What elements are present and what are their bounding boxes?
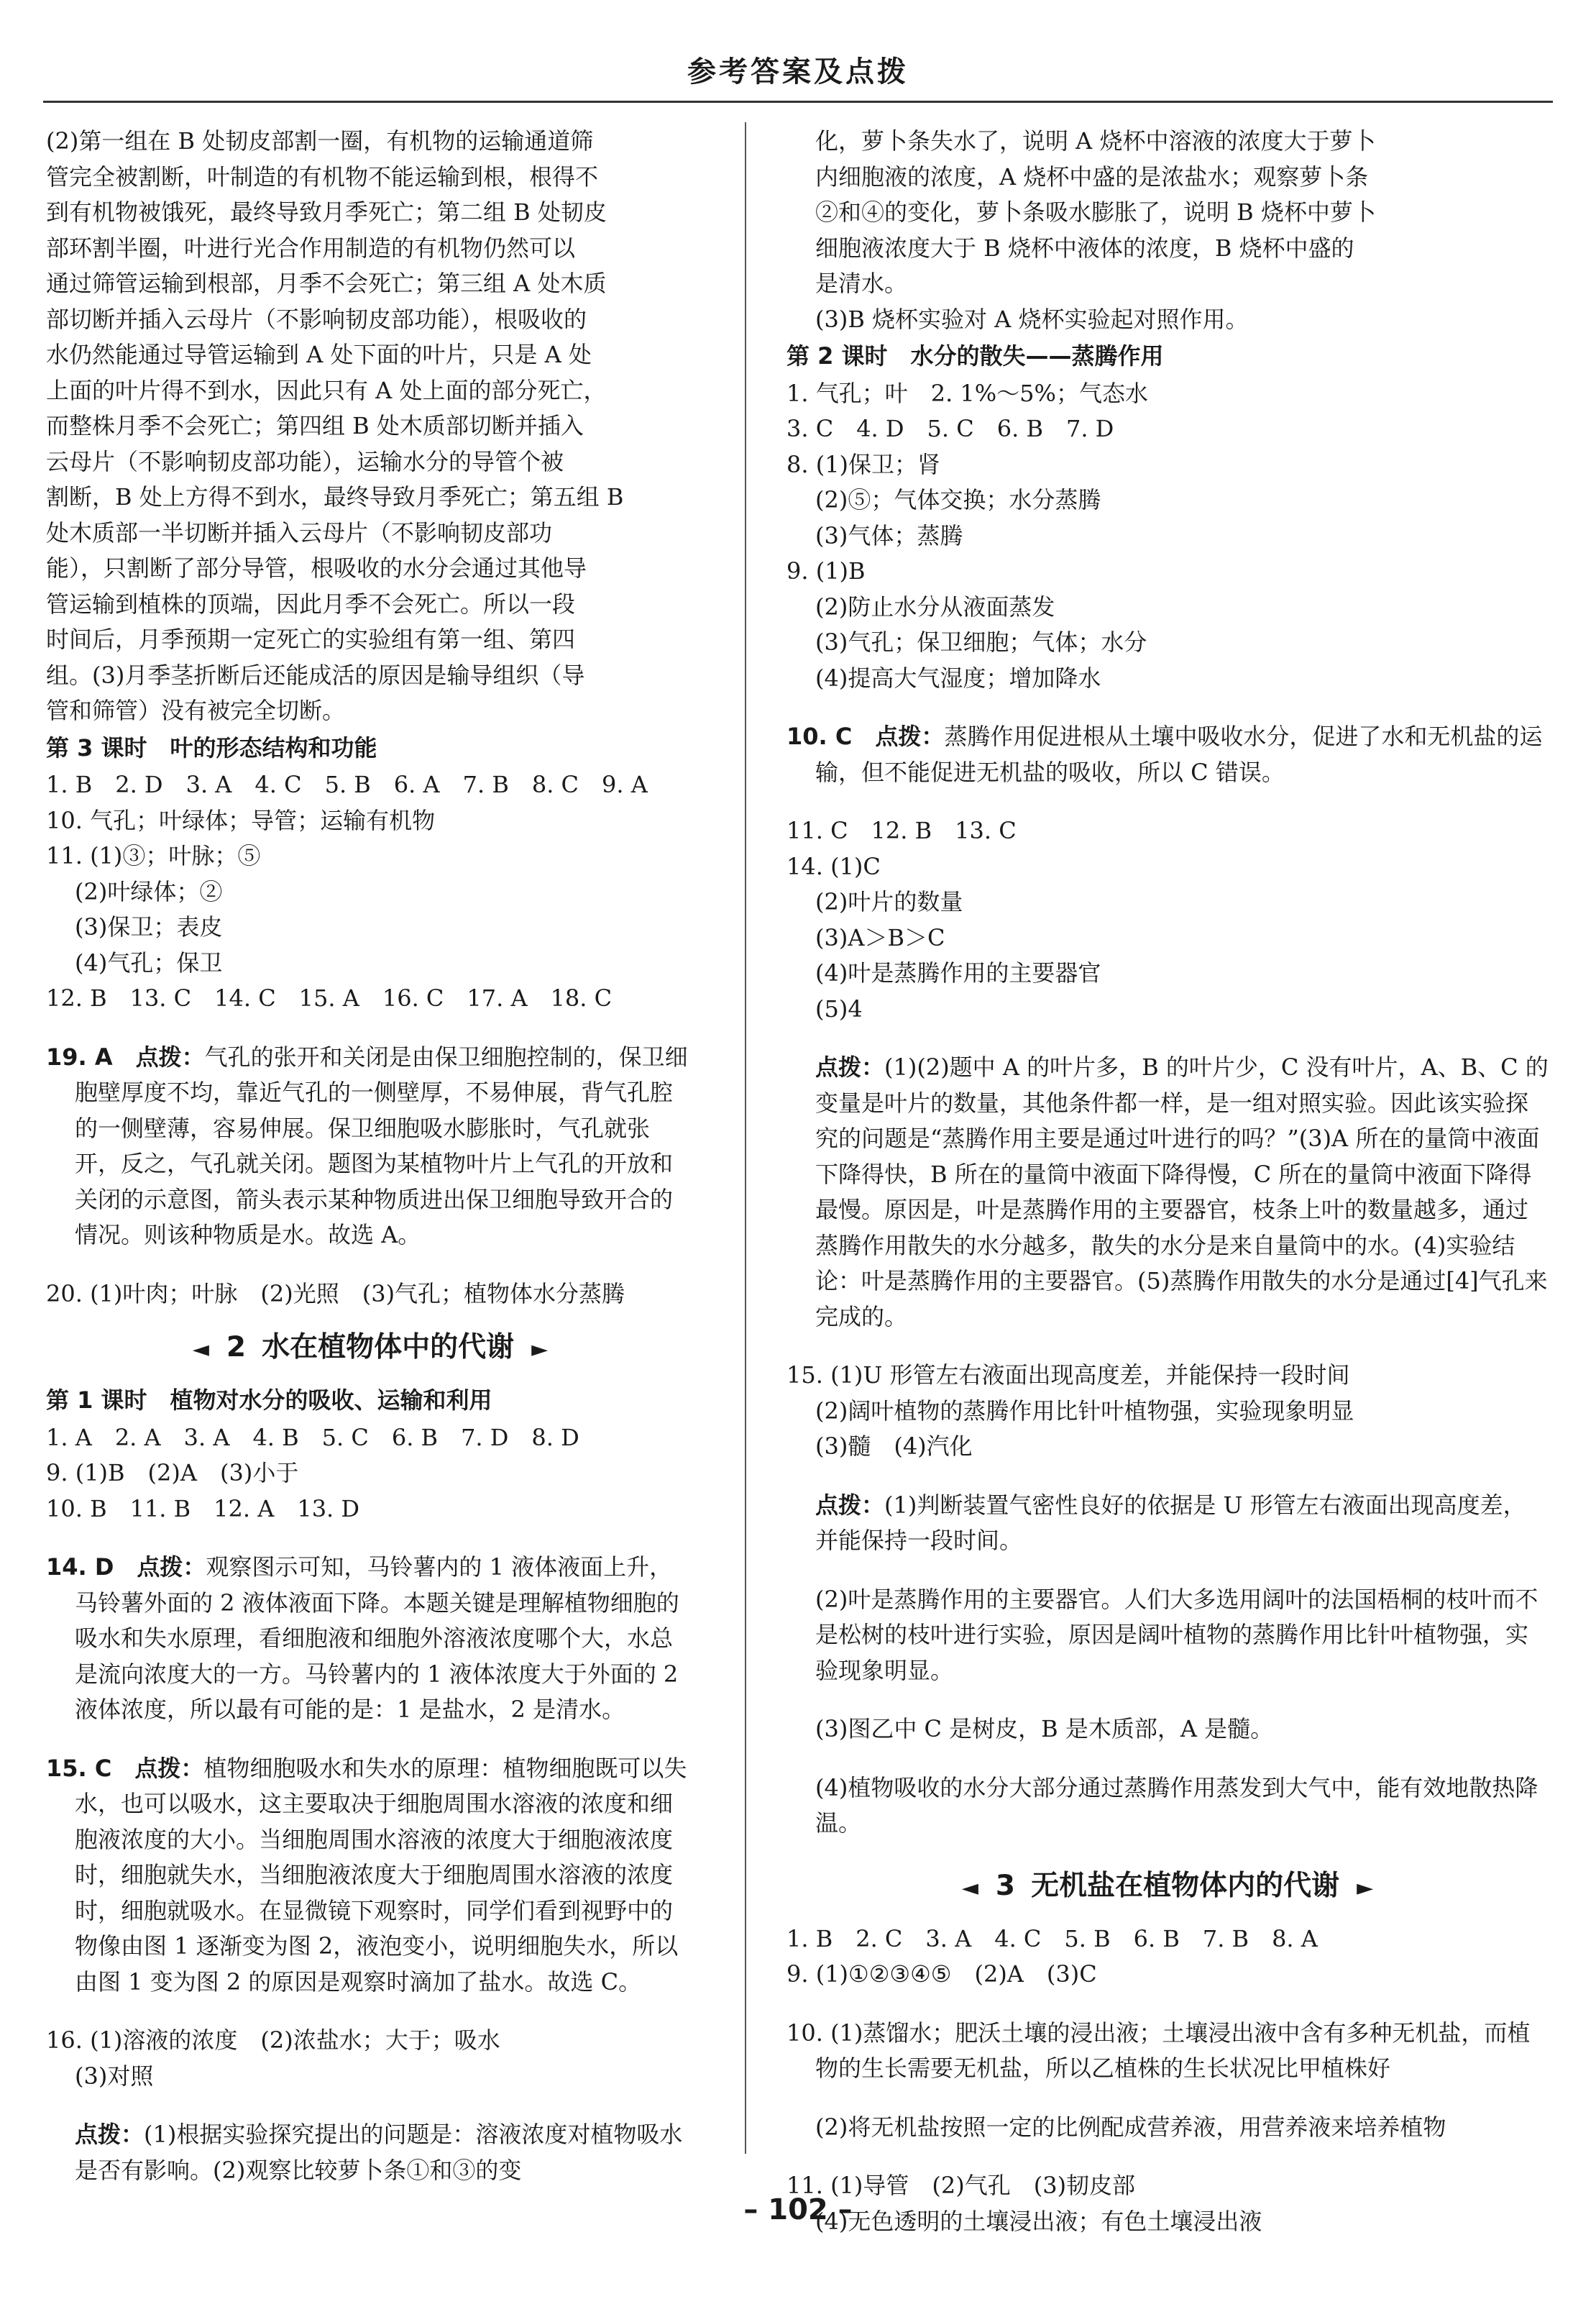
- answer-line: (2)阔叶植物的蒸腾作用比针叶植物强，实验现象明显: [815, 1397, 1354, 1425]
- text-line: 组。(3)月季茎折断后还能成活的原因是输导组织（导: [46, 661, 585, 689]
- text-line: 水仍然能通过导管运输到 A 处下面的叶片，只是 A 处: [46, 341, 592, 368]
- text-line: 能），只割断了部分导管，根吸收的水分会通过其他导: [46, 554, 587, 582]
- explanation-text: 观察图示可知，马铃薯内的 1 液体液面上升，马铃薯外面的 2 液体液面下降。本题关键是理解植物细胞的吸水和失水原理，看细胞液和细胞外溶液浓度哪个大，水总是流向浓度大的一方。马铃薯内的 1 液体浓度大于外面的 2 液体浓度，所以最有可能的是：1 是盐水，2 是清水。: [75, 1553, 679, 1723]
- explanation-text: 蒸腾作用促进根从土壤中吸收水分，促进了水和无机盐的运输，但不能促进无机盐的吸收，所以 C 错误。: [815, 723, 1543, 786]
- answer-line: 9. (1)B (2)A (3)小于: [46, 1459, 299, 1486]
- answer-line: (2)防止水分从液面蒸发: [815, 593, 1055, 621]
- answer-line: 10. 气孔；叶绿体；导管；运输有机物: [46, 806, 436, 834]
- answer-explanation: (2)将无机盐按照一定的比例配成营养液，用营养液来培养植物: [815, 2113, 1446, 2141]
- answer-explanation: (2)叶是蒸腾作用的主要器官。人们大多选用阔叶的法国梧桐的枝叶而不是松树的枝叶进行实验，原因是阔叶植物的蒸腾作用比针叶植物强，实验现象明显。: [815, 1585, 1538, 1684]
- answer-line: 9. (1)B: [786, 557, 866, 585]
- section-title: 无机盐在植物体内的代谢: [1031, 1869, 1340, 1902]
- answer-line: (2)叶片的数量: [815, 888, 963, 915]
- text-line: 上面的叶片得不到水，因此只有 A 处上面的部分死亡，: [46, 376, 607, 404]
- page-number: – 102 –: [743, 2193, 853, 2226]
- text-line: 化，萝卜条失水了，说明 A 烧杯中溶液的浓度大于萝卜: [815, 127, 1376, 155]
- answer-line: (3)对照: [75, 2062, 154, 2090]
- answer-explanation: [786, 1050, 1549, 1335]
- answer-line: (3)髓 (4)汽化: [815, 1432, 973, 1460]
- answer-explanation: [786, 1488, 1549, 1559]
- answer-line: (3)气孔；保卫细胞；气体；水分: [815, 629, 1147, 656]
- answer-line: 15. (1)U 形管左右液面出现高度差，并能保持一段时间: [786, 1361, 1350, 1389]
- header-title: 参考答案及点拨: [687, 55, 909, 88]
- answer-line: (2)⑤；气体交换；水分蒸腾: [815, 486, 1101, 513]
- answer-line: (3)A＞B＞C: [815, 923, 945, 951]
- text-line: 而整株月季不会死亡；第四组 B 处木质部切断并插入: [46, 412, 584, 439]
- answer-explanation: [46, 1751, 694, 2001]
- answer-label: 点拨：: [75, 2121, 145, 2148]
- text-line: ②和④的变化，萝卜条吸水膨胀了，说明 B 烧杯中萝卜: [815, 198, 1376, 226]
- explanation-text: (1)根据实验探究提出的问题是：溶液浓度对植物吸水是否有影响。(2)观察比较萝卜条①和③的变: [75, 2121, 683, 2184]
- answer-explanation: (3)图乙中 C 是树皮，B 是木质部，A 是髓。: [815, 1715, 1274, 1742]
- answer-explanation: [46, 1550, 694, 1728]
- answer-explanation: (4)植物吸收的水分大部分通过蒸腾作用蒸发到大气中，能有效地散热降温。: [815, 1773, 1538, 1837]
- text-line: 管和筛管）没有被完全切断。: [46, 697, 346, 724]
- triangle-left-icon: ◄: [192, 1337, 209, 1362]
- answer-line: 11. (1)③；叶脉；⑤: [46, 842, 261, 869]
- answer-label: 14. D 点拨：: [46, 1553, 206, 1581]
- answer-line: (3)气体；蒸腾: [815, 521, 963, 549]
- answer-label: 点拨：: [815, 1491, 885, 1519]
- answer-line: (4)叶是蒸腾作用的主要器官: [815, 959, 1101, 987]
- text-line: 部切断并插入云母片（不影响韧皮部功能），根吸收的: [46, 305, 587, 333]
- text-line: 割断，B 处上方得不到水，最终导致月季死亡；第五组 B: [46, 483, 624, 511]
- explanation-text: (1)(2)题中 A 的叶片多，B 的叶片少，C 没有叶片，A、B、C 的变量是叶片的数量，其他条件都一样，是一组对照实验。因此该实验探究的问题是“蒸腾作用主要是通过叶进行的吗？”(3)A 所在的量筒中液面下降得快，B 所在的量筒中液面下降得慢，C 所在的量筒中液面下降得最慢。原因是，叶是蒸腾作用的主要器官，枝条上叶的数量越多，通过蒸腾作用散失的水分越多，散失的水分是来自量筒中的水。(4)实验结论：叶是蒸腾作用的主要器官。(5)蒸腾作用散失的水分是通过[4]气孔来完成的。: [815, 1053, 1549, 1330]
- answer-line: 9. (1)①②③④⑤ (2)A (3)C: [786, 1960, 1097, 1988]
- section-title: 水在植物体中的代谢: [262, 1331, 515, 1363]
- explanation-text: 植物细胞吸水和失水的原理：植物细胞既可以失水，也可以吸水，这主要取决于细胞周围水溶液的浓度和细胞液浓度的大小。当细胞周围水溶液的浓度大于细胞液浓度时，细胞就失水，当细胞液浓度大于细胞周围水溶液的浓度时，细胞就吸水。在显微镜下观察时，同学们看到视野中的物像由图 1 逐渐变为图 2，液泡变小，说明细胞失水，所以由图 1 变为图 2 的原因是观察时滴加了盐水。故选 C。: [75, 1754, 687, 1996]
- answer-line: 1. B 2. C 3. A 4. C 5. B 6. B 7. B 8. A: [786, 1924, 1318, 1952]
- answer-line: 1. A 2. A 3. A 4. B 5. C 6. B 7. D 8. D: [46, 1423, 579, 1451]
- text-line: 处木质部一半切断并插入云母片（不影响韧皮部功: [46, 518, 553, 547]
- text-line: 管完全被割断，叶制造的有机物不能运输到根，根得不: [46, 163, 599, 191]
- text-line: 时间后，月季预期一定死亡的实验组有第一组、第四: [46, 626, 576, 653]
- right-column: [786, 124, 1549, 2239]
- section-heading: [46, 1326, 694, 1371]
- text-line: 云母片（不影响韧皮部功能），运输水分的导管个被: [46, 447, 564, 475]
- text-line: 内细胞液的浓度，A 烧杯中盛的是浓盐水；观察萝卜条: [815, 163, 1369, 191]
- triangle-right-icon: ►: [1357, 1875, 1374, 1901]
- answer-label: 15. C 点拨：: [46, 1754, 204, 1782]
- answer-label: 19. A 点拨：: [46, 1043, 205, 1071]
- text-line: 细胞液浓度大于 B 烧杯中液体的浓度，B 烧杯中盛的: [815, 234, 1354, 262]
- text-line: 管运输到植株的顶端，因此月季不会死亡。所以一段: [46, 590, 576, 618]
- answer-line: 16. (1)溶液的浓度 (2)浓盐水；大于；吸水: [46, 2026, 500, 2054]
- text-line: 是清水。: [815, 270, 908, 297]
- section-number: 3: [995, 1869, 1016, 1902]
- answer-label: 10. C 点拨：: [786, 723, 945, 750]
- explanation-text: (1)判断装置气密性良好的依据是 U 形管左右液面出现高度差，并能保持一段时间。: [815, 1491, 1526, 1554]
- explanation-text: 气孔的张开和关闭是由保卫细胞控制的，保卫细胞壁厚度不均，靠近气孔的一侧壁厚，不易伸展，背气孔腔的一侧壁薄，容易伸展。保卫细胞吸水膨胀时，气孔就张开，反之，气孔就关闭。题图为某植物叶片上气孔的开放和关闭的示意图，箭头表示某种物质进出保卫细胞导致开合的情况。则该种物质是水。故选 A。: [75, 1043, 688, 1248]
- answer-line: 1. 气孔；叶 2. 1%～5%；气态水: [786, 379, 1148, 407]
- answer-label: 点拨：: [815, 1053, 885, 1081]
- answer-line: 11. C 12. B 13. C: [786, 817, 1017, 844]
- answer-line: 10. B 11. B 12. A 13. D: [46, 1494, 360, 1522]
- left-column: [46, 124, 694, 2211]
- text-line: 到有机物被饿死，最终导致月季死亡；第二组 B 处韧皮: [46, 198, 607, 226]
- triangle-left-icon: ◄: [961, 1875, 978, 1901]
- answer-explanation: 10. (1)蒸馏水；肥沃土壤的浸出液；土壤浸出液中含有多种无机盐，而植物的生长需要无机盐，所以乙植株的生长状况比甲植株好: [786, 2019, 1531, 2082]
- answer-line: 3. C 4. D 5. C 6. B 7. D: [786, 415, 1114, 442]
- text-line: 部环割半圈，叶进行光合作用制造的有机物仍然可以: [46, 234, 576, 262]
- lesson-title: 第 2 课时 水分的散失——蒸腾作用: [786, 342, 1164, 370]
- text-line: 通过筛管运输到根部，月季不会死亡；第三组 A 处木质: [46, 270, 607, 297]
- page-header: [43, 43, 1553, 103]
- answer-line: 20. (1)叶肉；叶脉 (2)光照 (3)气孔；植物体水分蒸腾: [46, 1279, 625, 1307]
- lesson-title: 第 1 课时 植物对水分的吸收、运输和利用: [46, 1386, 492, 1414]
- answer-explanation: [46, 1040, 694, 1253]
- text-line: (3)B 烧杯实验对 A 烧杯实验起对照作用。: [815, 305, 1249, 333]
- answer-line: (4)提高大气湿度；增加降水: [815, 664, 1101, 692]
- column-divider: [745, 122, 746, 2154]
- answer-line: 11. (1)导管 (2)气孔 (3)韧皮部: [786, 2172, 1136, 2199]
- section-heading: [786, 1865, 1549, 1910]
- triangle-right-icon: ►: [531, 1337, 549, 1362]
- answer-line: 8. (1)保卫；肾: [786, 450, 941, 478]
- text-line: (2)第一组在 B 处韧皮部割一圈，有机物的运输通道筛: [46, 127, 594, 155]
- section-number: 2: [226, 1331, 247, 1363]
- answer-explanation: [786, 719, 1549, 790]
- lesson-title: 第 3 课时 叶的形态结构和功能: [46, 733, 377, 762]
- answer-explanation: [46, 2117, 694, 2188]
- answer-line: 12. B 13. C 14. C 15. A 16. C 17. A 18. C: [46, 984, 613, 1012]
- answer-line: 14. (1)C: [786, 852, 881, 880]
- answer-line: (3)保卫；表皮: [75, 913, 223, 941]
- answer-line: (4)气孔；保卫: [75, 949, 223, 977]
- answer-line: (2)叶绿体；②: [75, 877, 223, 905]
- answer-line: (4)无色透明的土壤浸出液；有色土壤浸出液: [815, 2207, 1262, 2235]
- answer-line: (5)4: [815, 995, 863, 1023]
- answer-line: 1. B 2. D 3. A 4. C 5. B 6. A 7. B 8. C 9. A: [46, 771, 648, 798]
